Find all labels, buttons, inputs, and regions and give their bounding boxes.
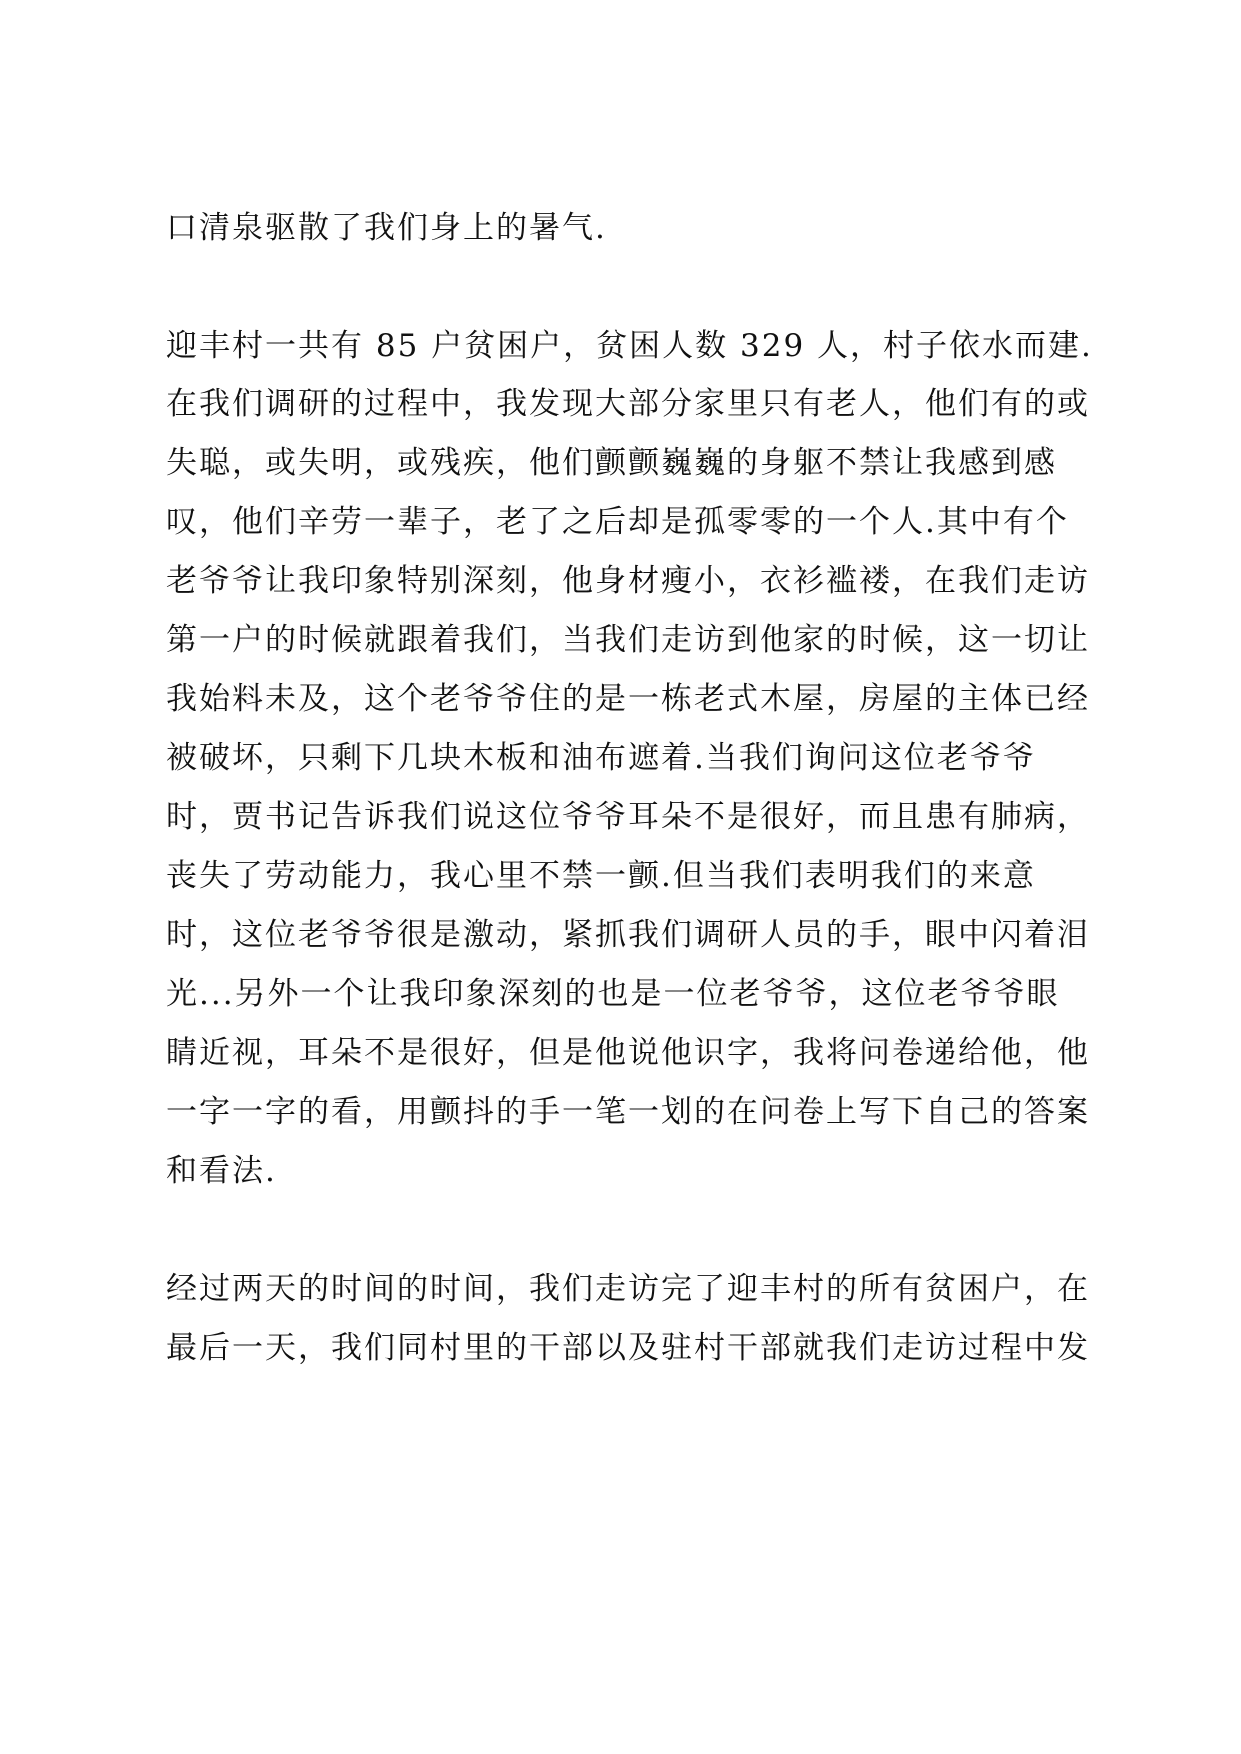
paragraph-2-line-9: 时，贾书记告诉我们说这位爷爷耳朵不是很好，而且患有肺病， xyxy=(166,799,1090,835)
paragraph-2-line-4: 叹，他们辛劳一辈子，老了之后却是孤零零的一个人.其中有个 xyxy=(166,504,1069,540)
paragraph-2-line-3: 失聪，或失明，或残疾，他们颤颤巍巍的身躯不禁让我感到感 xyxy=(166,445,1057,481)
paragraph-2-line-8: 被破坏，只剩下几块木板和油布遮着.当我们询问这位老爷爷 xyxy=(166,740,1036,776)
paragraph-2-line-10: 丧失了劳动能力，我心里不禁一颤.但当我们表明我们的来意 xyxy=(166,858,1036,894)
paragraph-2-line-15: 和看法. xyxy=(166,1153,277,1189)
paragraph-1-line-1: 口清泉驱散了我们身上的暑气. xyxy=(166,210,607,246)
paragraph-2-line-12: 光...另外一个让我印象深刻的也是一位老爷爷，这位老爷爷眼 xyxy=(166,976,1060,1012)
paragraph-2-line-6: 第一户的时候就跟着我们，当我们走访到他家的时候，这一切让 xyxy=(166,622,1090,658)
paragraph-2-line-5: 老爷爷让我印象特别深刻，他身材瘦小，衣衫褴褛，在我们走访 xyxy=(166,563,1090,599)
paragraph-2-line-2: 在我们调研的过程中，我发现大部分家里只有老人，他们有的或 xyxy=(166,386,1090,422)
paragraph-2-line-7: 我始料未及，这个老爷爷住的是一栋老式木屋，房屋的主体已经 xyxy=(166,681,1090,717)
paragraph-2-line-1: 迎丰村一共有 85 户贫困户，贫困人数 329 人，村子依水而建. xyxy=(166,328,1093,364)
paragraph-2-line-14: 一字一字的看，用颤抖的手一笔一划的在问卷上写下自己的答案 xyxy=(166,1094,1090,1130)
paragraph-3-line-2: 最后一天，我们同村里的干部以及驻村干部就我们走访过程中发 xyxy=(166,1330,1090,1366)
paragraph-3-line-1: 经过两天的时间的时间，我们走访完了迎丰村的所有贫困户，在 xyxy=(166,1271,1090,1307)
paragraph-2-line-11: 时，这位老爷爷很是激动，紧抓我们调研人员的手，眼中闪着泪 xyxy=(166,917,1090,953)
paragraph-2-line-13: 睛近视，耳朵不是很好，但是他说他识字，我将问卷递给他，他 xyxy=(166,1035,1090,1071)
